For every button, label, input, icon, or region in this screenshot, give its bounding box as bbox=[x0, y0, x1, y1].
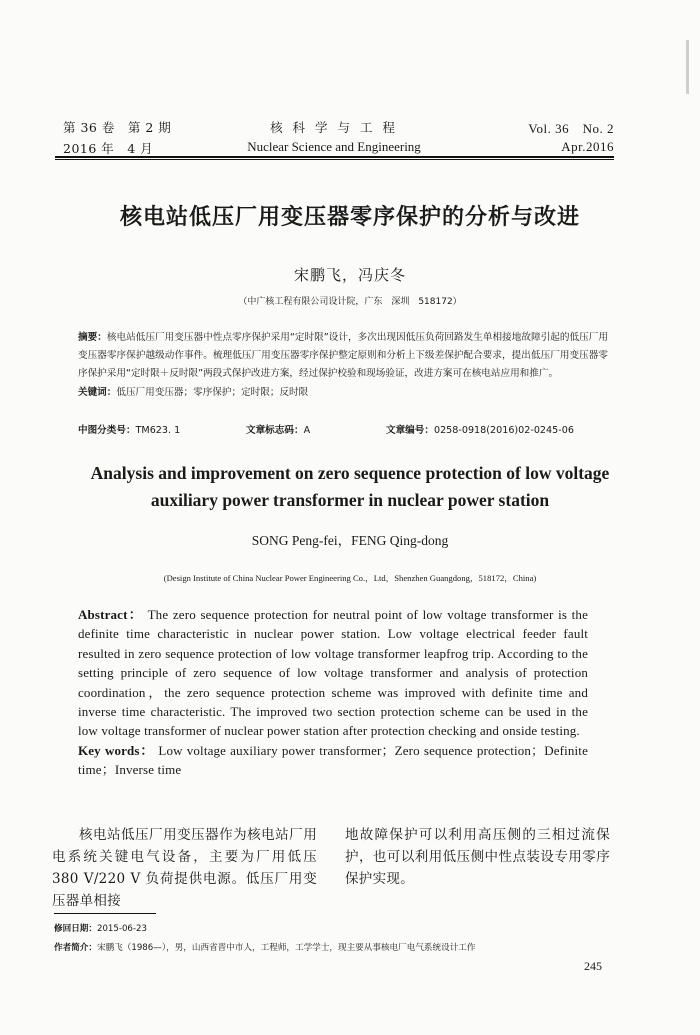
authors-cn: 宋鹏飞，冯庆冬 bbox=[293, 266, 406, 284]
abstract-cn-text: 核电站低压厂用变压器中性点零序保护采用“定时限”设计，多次出现因低压负荷回路发生单相接地故障引起的低压厂用变压器零序保护越级动作事件。梳理低压厂用变压器零序保护整定原则和分析上下级差保护配合要求，提出低压厂用变压器零序保护采用“定时限＋反时限”两段式保护改进方案，经过保护校验和现场验证，改进方案可在核电站应用和推广。 bbox=[78, 332, 608, 380]
header-journal-cn: 核 科 学 与 工 程 bbox=[270, 120, 398, 135]
header-date-en: Apr.2016 bbox=[561, 139, 614, 154]
abstract-en bbox=[78, 605, 588, 780]
paper-title-en bbox=[0, 460, 700, 514]
received-label: 修回日期： bbox=[54, 924, 97, 934]
keywords-en-text: Low voltage auxiliary power transformer；Zero sequence protection；Definite time；Inverse time bbox=[78, 742, 588, 778]
header-volume-issue-en: Vol. 36 No. 2 bbox=[528, 121, 614, 136]
keywords-cn-text: 低压厂用变压器；零序保护；定时限；反时限 bbox=[116, 386, 309, 398]
authors-en: SONG Peng-fei，FENG Qing-dong bbox=[251, 533, 449, 548]
header-date-cn: 2016 年 4 月 bbox=[63, 141, 154, 156]
affiliation-en: (Design Institute of China Nuclear Power Engineering Co.，Ltd，Shenzhen Guangdong，518172，China) bbox=[163, 573, 537, 583]
article-id bbox=[386, 422, 574, 436]
abstract-cn bbox=[78, 329, 608, 402]
body-column-left: 核电站低压厂用变压器作为核电站厂用电系统关键电气设备，主要为厂用低压 380 V/220 V 负荷提供电源。低压厂用变压器单相接 bbox=[52, 827, 317, 909]
footnote-rule bbox=[54, 913, 156, 914]
bio-value: 宋鹏飞（1986—），男，山西省晋中市人，工程师，工学学士，现主要从事核电厂电气系统设计工作 bbox=[96, 943, 476, 953]
bio-label: 作者简介： bbox=[54, 943, 97, 953]
body-column-right: 地故障保护可以利用高压侧的三相过流保护，也可以利用低压侧中性点装设专用零序保护实现。 bbox=[345, 827, 610, 887]
abstract-cn-label: 摘要： bbox=[78, 332, 107, 343]
document-code bbox=[246, 422, 310, 436]
abstract-en-label: Abstract： bbox=[78, 607, 144, 622]
abstract-en-text: The zero sequence protection for neutral point of low voltage transformer is the definite time characteristic in nuclear power station. Low voltage electrical feeder fault resulted in zero sequence protection of low voltage transformer leapfrog trip. According to the setting principle of zero sequence of low voltage transformer and analysis of protection coordination，the zero sequence protection scheme was improved with definite time and inverse time characteristic. The improved two section protection scheme can be used in the low voltage transformer of nuclear power station after protection checking and onside testing. bbox=[78, 607, 589, 739]
paper-title-cn: 核电站低压厂用变压器零序保护的分析与改进 bbox=[119, 205, 580, 230]
footnote-author-bio bbox=[54, 941, 476, 953]
clc-number bbox=[78, 422, 180, 436]
scan-edge-mark bbox=[686, 40, 689, 94]
received-value: 2015-06-23 bbox=[96, 924, 147, 934]
keywords-en-label: Key words： bbox=[78, 742, 155, 758]
document-code-label: 文章标志码： bbox=[246, 425, 304, 436]
clc-value: TM623. 1 bbox=[135, 425, 181, 436]
article-id-value: 0258-0918(2016)02-0245-06 bbox=[433, 425, 574, 436]
header-volume-issue-cn: 第 36 卷 第 2 期 bbox=[63, 120, 172, 135]
article-id-label: 文章编号： bbox=[386, 425, 434, 436]
keywords-cn-label: 关键词： bbox=[78, 386, 117, 398]
document-code-value: A bbox=[303, 425, 311, 436]
header-journal-en: Nuclear Science and Engineering bbox=[247, 139, 421, 154]
affiliation-cn: （中广核工程有限公司设计院，广东 深圳 518172） bbox=[238, 297, 462, 307]
clc-label: 中图分类号： bbox=[78, 425, 136, 436]
header-rule bbox=[55, 156, 614, 158]
header-rule-thin bbox=[55, 159, 614, 160]
paper-title-en-text: Analysis and improvement on zero sequence protection of low voltage auxiliary power transformer in nuclear power station bbox=[90, 463, 610, 510]
page-number: 245 bbox=[584, 959, 602, 973]
footnote-received bbox=[54, 922, 147, 934]
